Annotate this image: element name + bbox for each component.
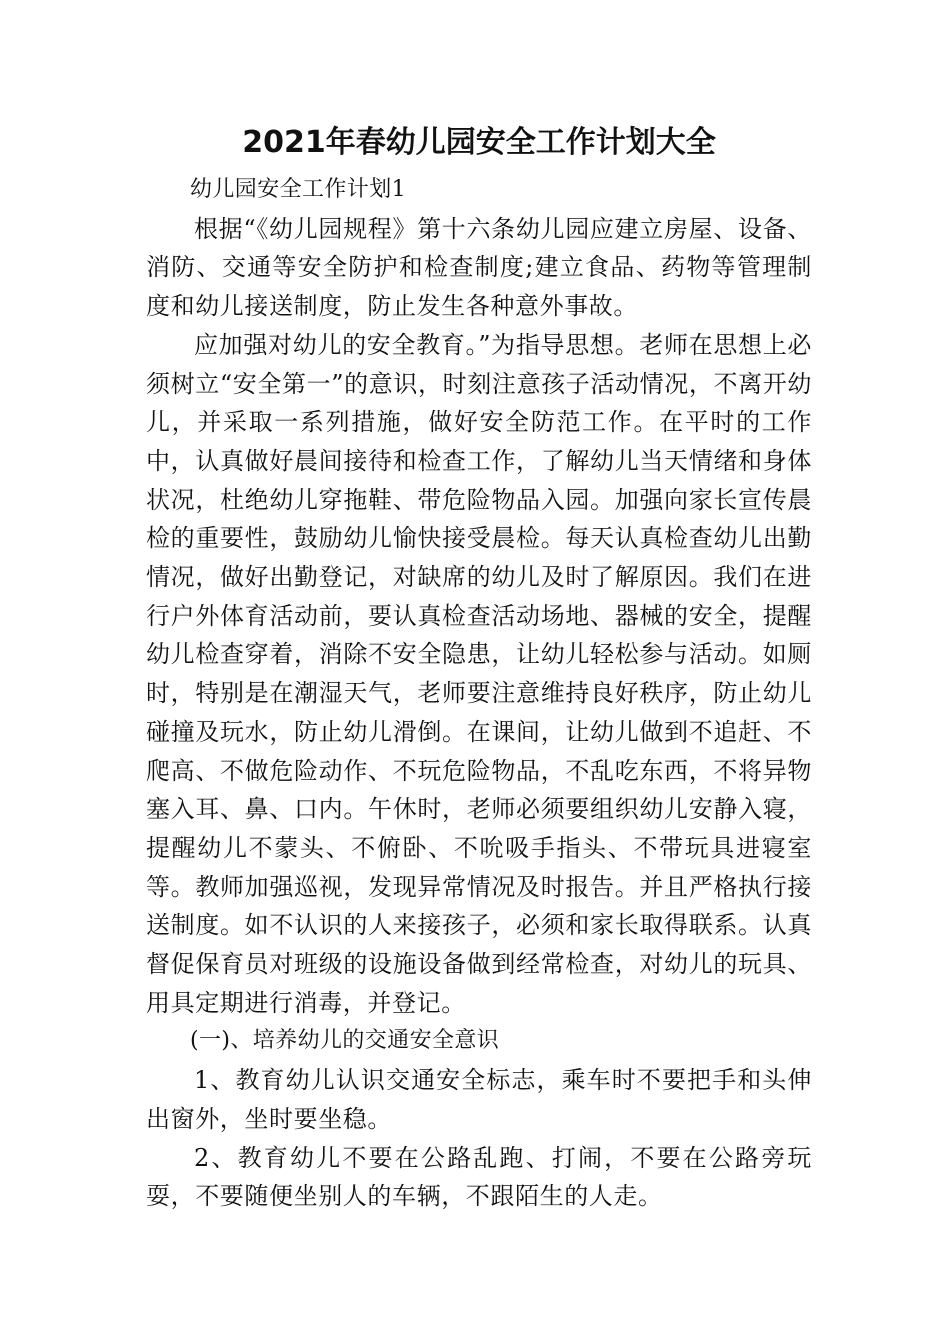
list-item: 1、教育幼儿认识交通安全标志，乘车时不要把手和头伸出窗外，坐时要坐稳。 — [146, 1066, 812, 1133]
document-subtitle: 幼儿园安全工作计划1 — [190, 177, 406, 202]
paragraph: 应加强对幼儿的安全教育。”为指导思想。老师在思想上必须树立“安全第一”的意识，时刻注意孩子活动情况，不离开幼儿，并采取一系列措施，做好安全防范工作。在平时的工作中，认真做好晨间接待和检查工作，了解幼儿当天情绪和身体状况，杜绝幼儿穿拖鞋、带危险物品入园。加强向家长宣传晨检的重要性，鼓励幼儿愉快接受晨检。每天认真检查幼儿出勤情况，做好出勤登记，对缺席的幼儿及时了解原因。我们在进行户外体育活动前，要认真检查活动场地、器械的安全，提醒幼儿检查穿着，消除不安全隐患，让幼儿轻松参与活动。如厕时，特别是在潮湿天气，老师要注意维持良好秩序，防止幼儿碰撞及玩水，防止幼儿滑倒。在课间，让幼儿做到不追赶、不爬高、不做危险动作、不玩危险物品，不乱吃东西，不将异物塞入耳、鼻、口内。午休时，老师必须要组织幼儿安静入寝，提醒幼儿不蒙头、不俯卧、不吮吸手指头、不带玩具进寝室等。教师加强巡视，发现异常情况及时报告。并且严格执行接送制度。如不认识的人来接孩子，必须和家长取得联系。认真督促保育员对班级的设施设备做到经常检查，对幼儿的玩具、用具定期进行消毒，并登记。 — [146, 330, 812, 1017]
section-heading: (一)、培养幼儿的交通安全意识 — [190, 1028, 500, 1054]
list-item: 2、教育幼儿不要在公路乱跑、打闹，不要在公路旁玩耍，不要随便坐别人的车辆，不跟陌生的人走。 — [146, 1143, 812, 1211]
paragraph: 根据“《幼儿园规程》第十六条幼儿园应建立房屋、设备、消防、交通等安全防护和检查制度;建立食品、药物等管理制度和幼儿接送制度，防止发生各种意外事故。 — [146, 214, 812, 321]
document-title: 2021年春幼儿园安全工作计划大全 — [242, 125, 716, 160]
document-page — [146, 115, 812, 1216]
